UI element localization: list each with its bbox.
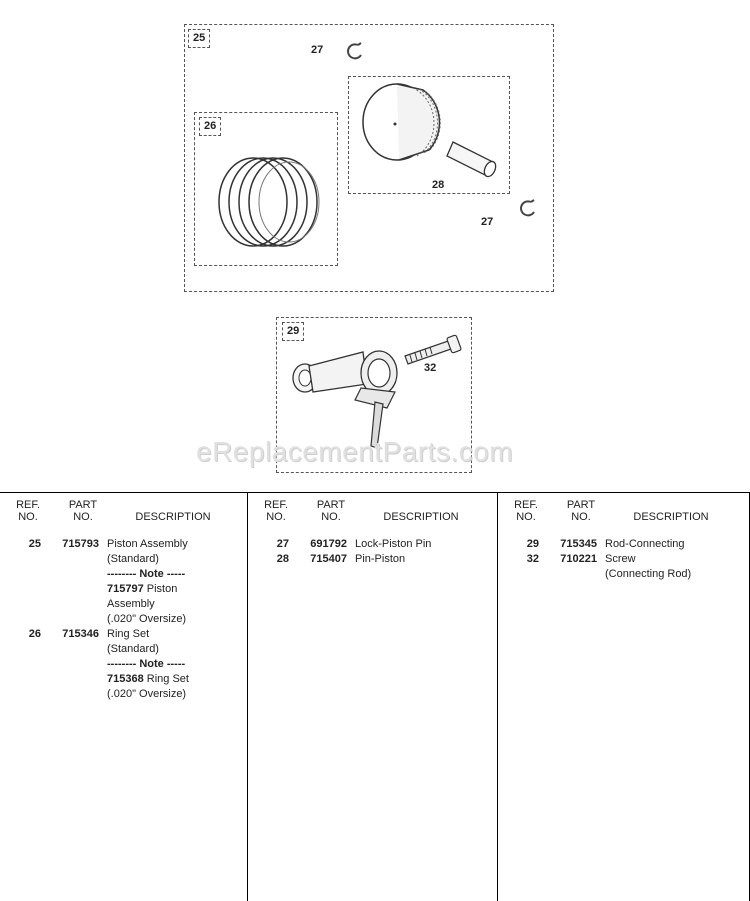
description: Screw (Connecting Rod): [605, 553, 692, 580]
ref-no: 29: [526, 538, 539, 550]
table-row[interactable]: [248, 537, 497, 552]
ring-set-icon: [205, 150, 330, 250]
header-description: DESCRIPTION: [383, 511, 459, 523]
table-row[interactable]: [498, 537, 749, 552]
parts-column-2: [248, 493, 498, 901]
ref-27-bottom[interactable]: 27: [481, 216, 494, 228]
header-part-no: PART NO.: [316, 499, 346, 523]
description: Rod-Connecting: [605, 538, 685, 550]
header-ref-no: REF. NO.: [514, 499, 538, 523]
ref-32[interactable]: 32: [424, 362, 437, 374]
note-divider: -------- Note -----: [107, 658, 186, 670]
part-no[interactable]: 715407: [310, 553, 347, 565]
description: Ring Set (Standard) -------- Note ----- 715368 Ring Set (.020" Oversize): [99, 627, 237, 702]
ref-27-top[interactable]: 27: [311, 44, 324, 56]
callout-25[interactable]: 25: [188, 29, 210, 48]
description: Lock-Piston Pin: [355, 538, 432, 550]
parts-column-1: [0, 493, 248, 901]
oversize-part-no[interactable]: 715797: [107, 583, 144, 595]
ref-no: 26: [28, 628, 41, 640]
parts-column-3: [498, 493, 750, 901]
watermark: eReplacementParts.com: [196, 436, 514, 467]
part-no[interactable]: 691792: [310, 538, 347, 550]
part-no[interactable]: 715793: [62, 538, 99, 550]
callout-29[interactable]: 29: [282, 322, 304, 341]
ref-no: 25: [28, 538, 41, 550]
header-ref-no: REF. NO.: [264, 499, 288, 523]
header-part-no: PART NO.: [68, 499, 98, 523]
oversize-part-no[interactable]: 715368: [107, 673, 144, 685]
callout-26[interactable]: 26: [199, 117, 221, 136]
description: Piston Assembly (Standard) -------- Note ----- 715797 Piston Assembly (.020" Oversize): [99, 537, 237, 627]
header-description: DESCRIPTION: [633, 511, 709, 523]
table-row[interactable]: [0, 537, 247, 627]
ref-no: 32: [526, 553, 539, 565]
lock-ring-icon: [516, 198, 538, 220]
ref-no: 27: [276, 538, 289, 550]
table-row[interactable]: [248, 552, 497, 567]
lock-ring-icon: [343, 41, 365, 63]
description: Pin-Piston: [355, 553, 406, 565]
part-no[interactable]: 715345: [560, 538, 597, 550]
header-ref-no: REF. NO.: [16, 499, 40, 523]
header-description: DESCRIPTION: [135, 511, 211, 523]
ref-28[interactable]: 28: [432, 179, 445, 191]
ref-no: 28: [276, 553, 289, 565]
part-no[interactable]: 710221: [560, 553, 597, 565]
table-row[interactable]: [0, 627, 247, 702]
table-row[interactable]: [498, 552, 749, 582]
header-part-no: PART NO.: [566, 499, 596, 523]
piston-icon: [355, 80, 505, 190]
note-divider: -------- Note -----: [107, 568, 186, 580]
parts-table: [0, 492, 750, 900]
part-no[interactable]: 715346: [62, 628, 99, 640]
